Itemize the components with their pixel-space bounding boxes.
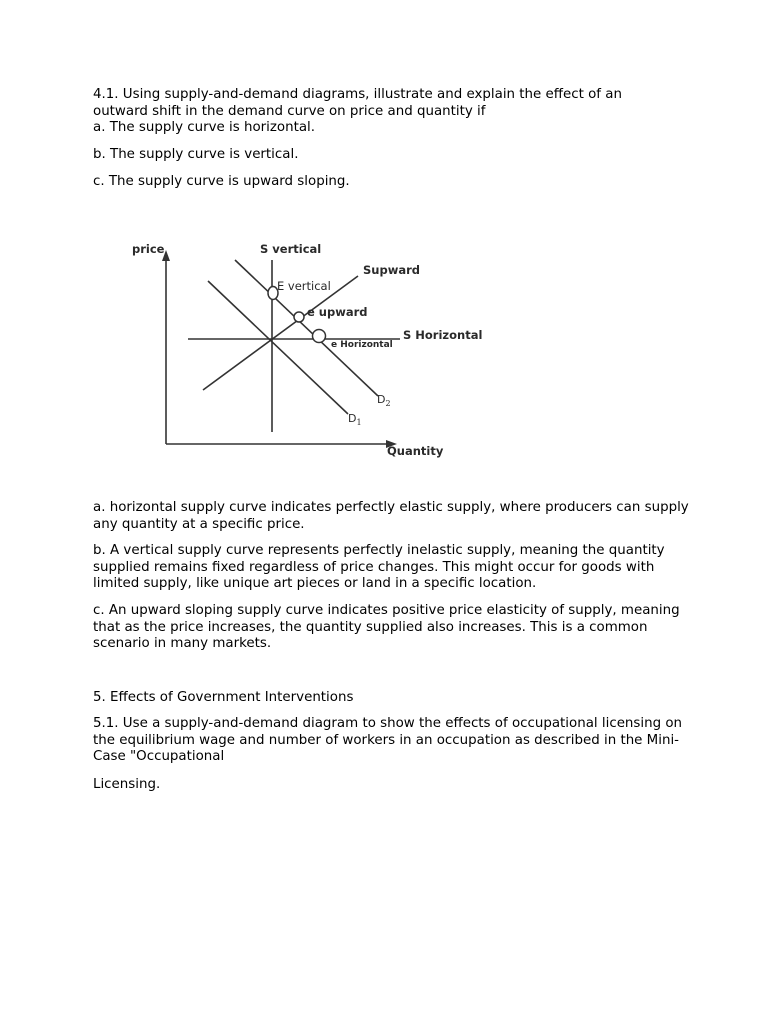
answer-a: a. horizontal supply curve indicates perfectly elastic supply, where producers can supply any quantity at a specific price.	[93, 500, 689, 532]
question-4-1	[93, 87, 693, 137]
licensing-text: Licensing.	[93, 777, 161, 792]
section-5-heading: 5. Effects of Government Interventions	[93, 690, 354, 705]
e-upward-label: e upward	[307, 305, 368, 319]
s-upward-label: Supward	[363, 263, 420, 277]
question-part-b: b. The supply curve is vertical.	[93, 147, 299, 162]
e-vertical-label: E vertical	[277, 279, 331, 293]
e-horizontal-label: e Horizontal	[331, 340, 393, 350]
e-upward-point	[294, 312, 304, 322]
x-axis-label: Quantity	[387, 444, 444, 458]
question-part-a: a. The supply curve is horizontal.	[93, 120, 316, 136]
supply-demand-diagram	[120, 236, 500, 464]
question-part-c: c. The supply curve is upward sloping.	[93, 174, 350, 189]
question-5-1: 5.1. Use a supply-and-demand diagram to show the effects of occupational licensing on the equilibrium wage and number of workers in an occupation as described in the Mini-Case "Occupational	[93, 716, 683, 765]
question-prompt-line1: 4.1. Using supply-and-demand diagrams, illustrate and explain the effect of an	[93, 87, 622, 102]
question-prompt-line2: outward shift in the demand curve on price and quantity if	[93, 103, 486, 119]
y-axis-label: price	[132, 242, 165, 256]
e-horizontal-point	[313, 330, 326, 343]
answer-b: b. A vertical supply curve represents perfectly inelastic supply, meaning the quantity supplied remains fixed regardless of price changes. This might occur for goods with limited supply, like unique art pieces or land in a specific location.	[93, 543, 665, 592]
d2-label: $D_2$	[377, 393, 391, 408]
d1-label: $D_1$	[348, 412, 362, 427]
s-vertical-label: S vertical	[260, 242, 322, 256]
s-upward-line	[203, 276, 358, 390]
s-horizontal-label: S Horizontal	[403, 328, 483, 342]
answer-c: c. An upward sloping supply curve indicates positive price elasticity of supply, meaning that as the price increases, the quantity supplied also increases. This is a common scenario in many markets.	[93, 603, 680, 652]
